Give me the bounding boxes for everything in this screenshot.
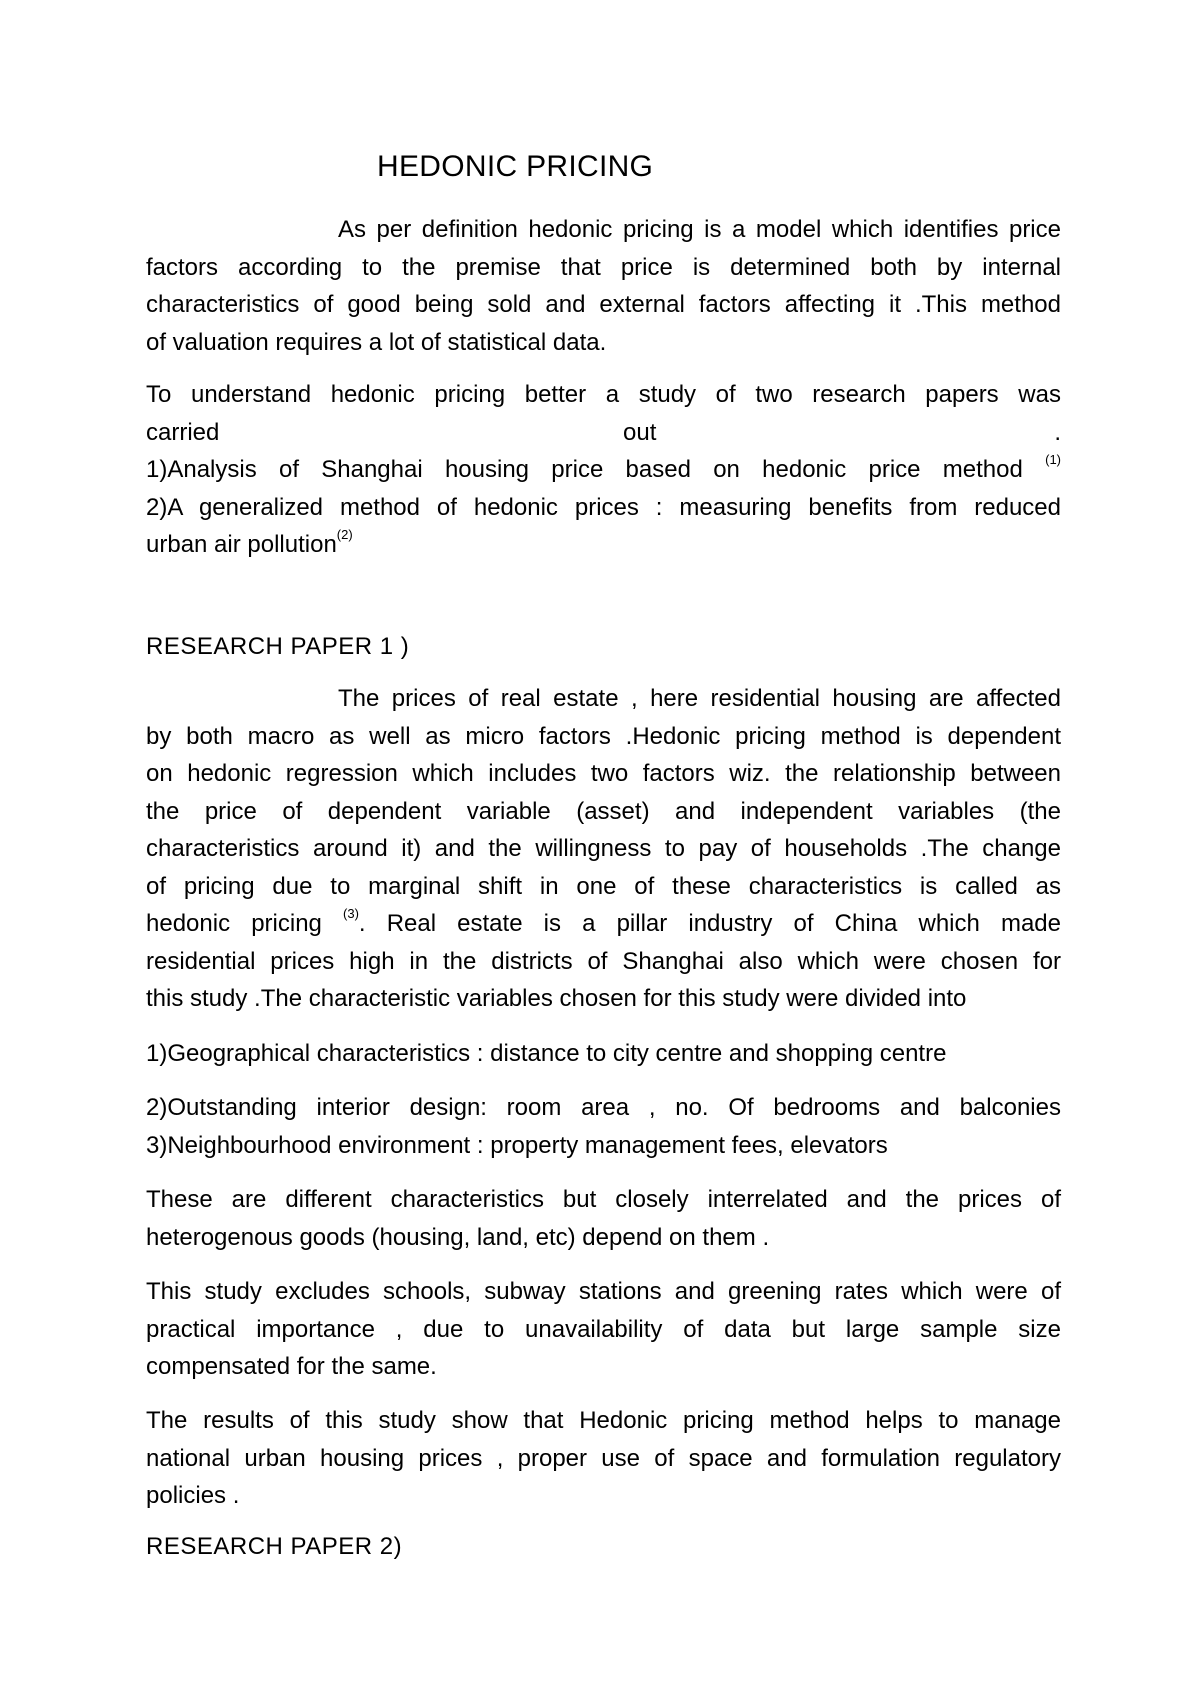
paper1-paragraph [146,680,1061,1018]
page-title: HEDONIC PRICING [377,150,654,183]
interrelated-line: heterogenous goods (housing, land, etc) depend on them . [146,1223,770,1251]
results-line: The results of this study show that Hedonic pricing method helps to manage [146,1407,1061,1434]
interrelated-line: These are different characteristics but closely interrelated and the prices of [146,1186,1061,1213]
intro-line: factors according to the premise that price is determined both by internal [146,253,1061,281]
out-word: out [623,418,657,446]
paper1-line7-pre: hedonic pricing [146,910,322,937]
characteristic-list [146,1089,1061,1164]
exclusions-line: This study excludes schools, subway stations and greening rates which were of [146,1278,1061,1305]
characteristic-1 [146,1035,1061,1073]
intro-line: As per definition hedonic pricing is a model which identifies price [338,216,1061,243]
reference-item-2-tail-text: urban air pollution [146,531,337,558]
paper1-line: the price of dependent variable (asset) and independent variables (the [146,797,1061,825]
paper1-line: The prices of real estate , here residential housing are affected [338,685,1061,712]
research-paper-1-heading: RESEARCH PAPER 1 ) [146,633,410,660]
reference-item-1 [146,451,1061,489]
intro-paragraph [146,211,1061,361]
carried-out-line [146,414,1061,452]
reference-marker-3: (3) [343,906,359,921]
line-period: . [1054,418,1061,446]
carried-word: carried [146,418,220,446]
characteristic-3-text: 3)Neighbourhood environment : property management fees, elevators [146,1131,888,1159]
interrelated-paragraph [146,1181,1061,1256]
study-paragraph [146,376,1061,564]
paper1-line: by both macro as well as micro factors .Hedonic pricing method is dependent [146,722,1061,750]
reference-item-2-tail [146,526,1061,564]
intro-line: of valuation requires a lot of statistical data. [146,328,607,356]
paper1-line7-post: . Real estate is a pillar industry of China which made [358,910,1061,937]
research-paper-2-heading: RESEARCH PAPER 2) [146,1533,403,1560]
paper1-line: characteristics around it) and the willingness to pay of households .The change [146,835,1061,862]
paper1-line: on hedonic regression which includes two factors wiz. the relationship between [146,760,1061,787]
exclusions-paragraph [146,1273,1061,1386]
reference-marker-2: (2) [336,527,353,542]
paper1-line: this study .The characteristic variables chosen for this study were divided into [146,985,967,1012]
paper1-line-hedonic [146,905,1061,943]
intro-line: characteristics of good being sold and external factors affecting it .This method [146,291,1061,318]
exclusions-line: compensated for the same. [146,1353,437,1380]
characteristic-1-text: 1)Geographical characteristics : distance to city centre and shopping centre [146,1040,947,1067]
paper1-line: of pricing due to marginal shift in one of these characteristics is called as [146,872,1061,900]
results-paragraph [146,1402,1061,1515]
paper1-line: residential prices high in the districts of Shanghai also which were chosen for [146,947,1061,975]
characteristic-2-text: 2)Outstanding interior design: room area , no. Of bedrooms and balconies [146,1094,1061,1121]
results-line: policies . [146,1482,240,1509]
reference-marker-1: (1) [1045,452,1061,467]
reference-item-2: 2)A generalized method of hedonic prices : measuring benefits from reduced [146,493,1061,521]
study-line: To understand hedonic pricing better a study of two research papers was [146,381,1061,408]
results-line: national urban housing prices , proper use of space and formulation regulatory [146,1444,1061,1472]
reference-item-1-text: 1)Analysis of Shanghai housing price based on hedonic price method [146,456,1023,483]
exclusions-line: practical importance , due to unavailability of data but large sample size [146,1315,1061,1343]
